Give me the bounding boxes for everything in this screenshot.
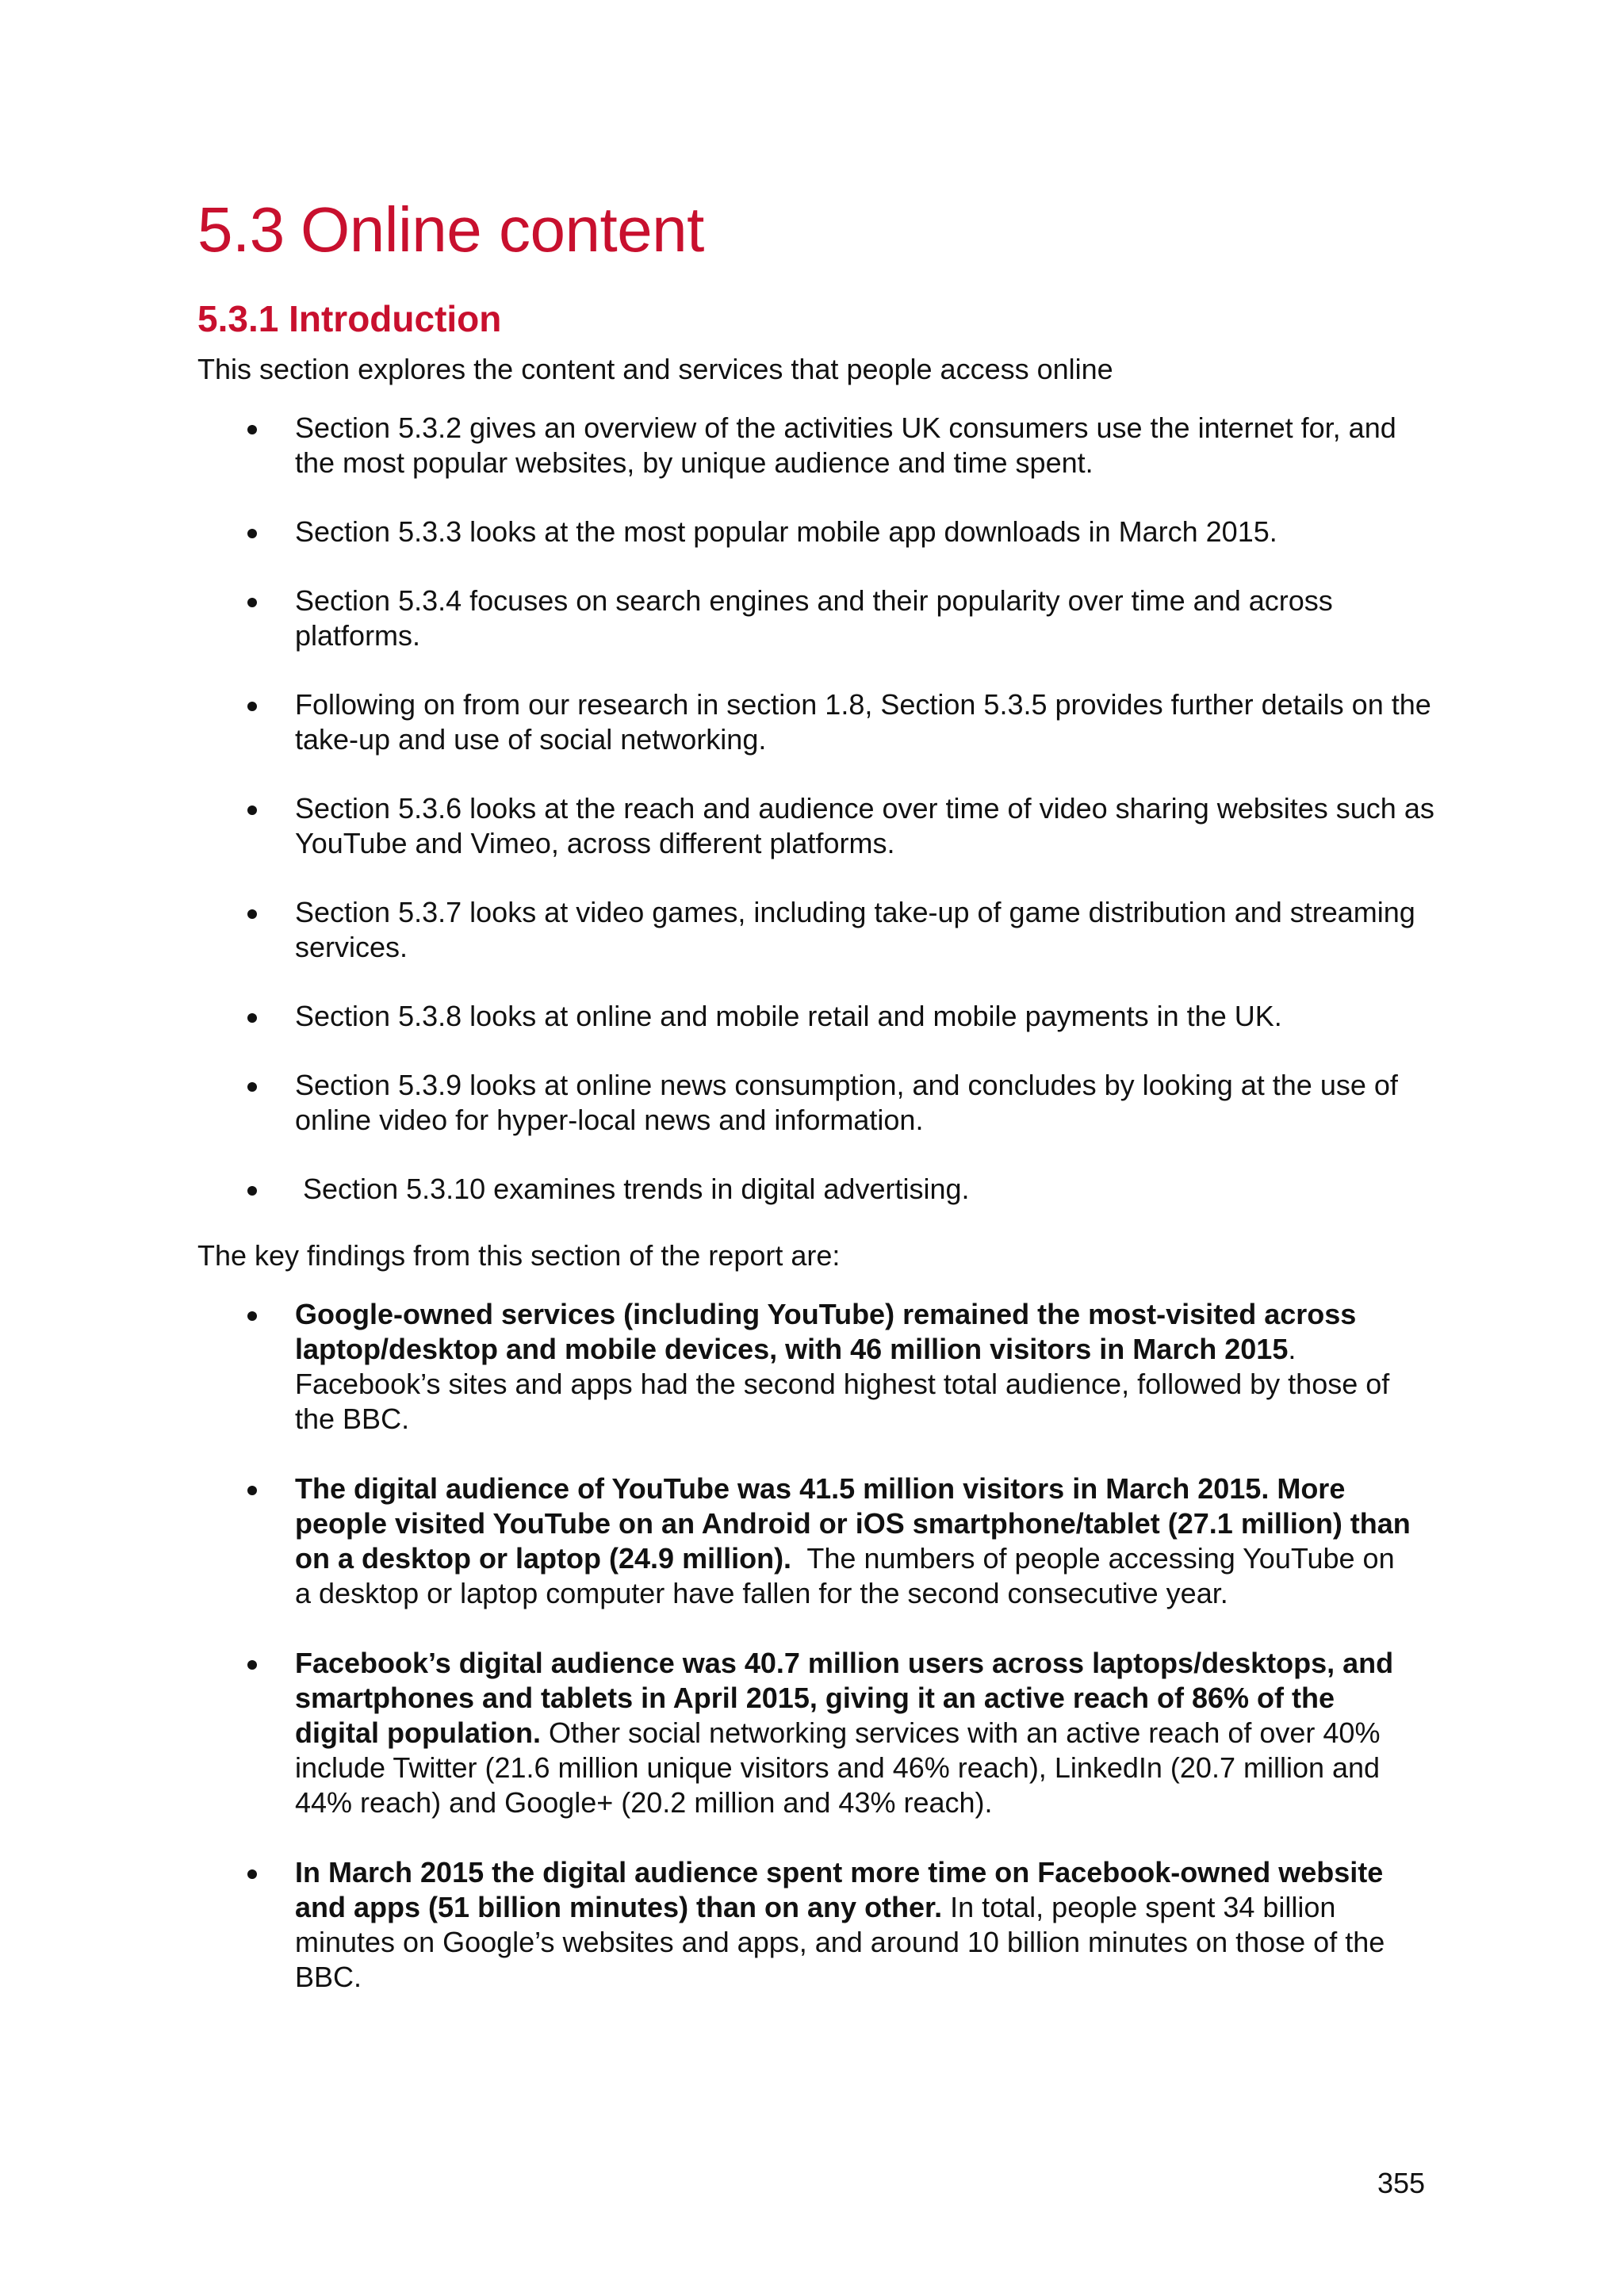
bullet-icon: [247, 1311, 257, 1321]
bullet-icon: [247, 806, 257, 815]
list-item: [197, 515, 1434, 549]
key-findings-intro: The key findings from this section of the report are:: [197, 1239, 841, 1272]
key-finding-item: [197, 1471, 1434, 1611]
key-finding-text: . Facebook’s sites and apps had the second highest total audience, followed by those of the BBC.: [295, 1333, 1390, 1435]
list-item: [197, 1172, 1434, 1207]
key-finding-item: [197, 1855, 1434, 1995]
list-item: [197, 999, 1434, 1034]
subsection-title: 5.3.1 Introduction: [197, 298, 502, 339]
list-item: [197, 584, 1434, 653]
bullet-icon: [247, 1660, 257, 1670]
list-item: [197, 1068, 1434, 1138]
key-finding-bold: In March 2015 the digital audience spent more time on Facebook-owned website and apps (51 billion minutes) than on any other.: [295, 1856, 1384, 1923]
key-findings-list: [197, 1297, 1434, 1995]
bullet-icon: [247, 529, 257, 538]
bullet-icon: [247, 598, 257, 607]
bullet-icon: [247, 1082, 257, 1092]
page-number: 355: [1377, 2167, 1426, 2199]
bullet-icon: [247, 909, 257, 919]
key-finding-bold: Google-owned services (including YouTube) remained the most-visited across laptop/desktop and mobile devices, with 46 million visitors in March 2015: [295, 1298, 1357, 1365]
list-item-text: Section 5.3.9 looks at online news consumption, and concludes by looking at the use of online video for hyper-local news and information.: [295, 1069, 1398, 1136]
bullet-icon: [247, 702, 257, 711]
section-title-text: Online content: [301, 194, 704, 265]
list-item: [197, 687, 1434, 757]
list-item-text: Section 5.3.8 looks at online and mobile retail and mobile payments in the UK.: [295, 1000, 1282, 1032]
list-item-text: Section 5.3.3 looks at the most popular mobile app downloads in March 2015.: [295, 515, 1277, 548]
key-finding-bold: Facebook’s digital audience was 40.7 million users across laptops/desktops, and smartphones and tablets in April 2015, giving it an active reach of 86% of the digital population.: [295, 1647, 1394, 1749]
list-item: [197, 791, 1434, 861]
list-item: [197, 411, 1434, 480]
list-item-text: Section 5.3.6 looks at the reach and audience over time of video sharing websites such as YouTube and Vimeo, across different platforms.: [295, 792, 1434, 859]
section-title: [197, 190, 1434, 270]
page-content: [197, 190, 1434, 2030]
key-finding-bold: The digital audience of YouTube was 41.5 million visitors in March 2015. More people visited YouTube on an Android or iOS smartphone/tablet (27.1 million) than on a desktop or laptop (24.9 million).: [295, 1472, 1411, 1575]
key-finding-text: The numbers of people accessing YouTube on a desktop or laptop computer have fallen for the second consecutive year.: [295, 1542, 1403, 1609]
list-item: [197, 895, 1434, 965]
bullet-icon: [247, 1186, 257, 1196]
list-item-text: Section 5.3.2 gives an overview of the activities UK consumers use the internet for, and the most popular websites, by unique audience and time spent.: [295, 411, 1396, 479]
list-item-text: Following on from our research in section 1.8, Section 5.3.5 provides further details on the take-up and use of social networking.: [295, 688, 1431, 756]
key-finding-item: [197, 1297, 1434, 1437]
key-finding-text: Other social networking services with an active reach of over 40% include Twitter (21.6 million unique visitors and 46% reach), LinkedIn (20.7 million and 44% reach) and Google+ (20.2 million and 43% reach).: [295, 1716, 1381, 1819]
bullet-icon: [247, 1869, 257, 1879]
sections-list: [197, 411, 1434, 1207]
list-item-text: Section 5.3.7 looks at video games, including take-up of game distribution and streaming services.: [295, 896, 1415, 963]
bullet-icon: [247, 1013, 257, 1023]
key-finding-text: In total, people spent 34 billion minutes on Google’s websites and apps, and around 10 billion minutes on those of the BBC.: [295, 1891, 1385, 1993]
bullet-icon: [247, 425, 257, 434]
list-item-text: Section 5.3.10 examines trends in digital advertising.: [295, 1173, 970, 1205]
list-item-text: Section 5.3.4 focuses on search engines and their popularity over time and across platforms.: [295, 584, 1333, 652]
key-finding-item: [197, 1646, 1434, 1820]
section-number: 5.3: [197, 194, 285, 265]
bullet-icon: [247, 1486, 257, 1495]
intro-paragraph: This section explores the content and services that people access online: [197, 353, 1113, 385]
